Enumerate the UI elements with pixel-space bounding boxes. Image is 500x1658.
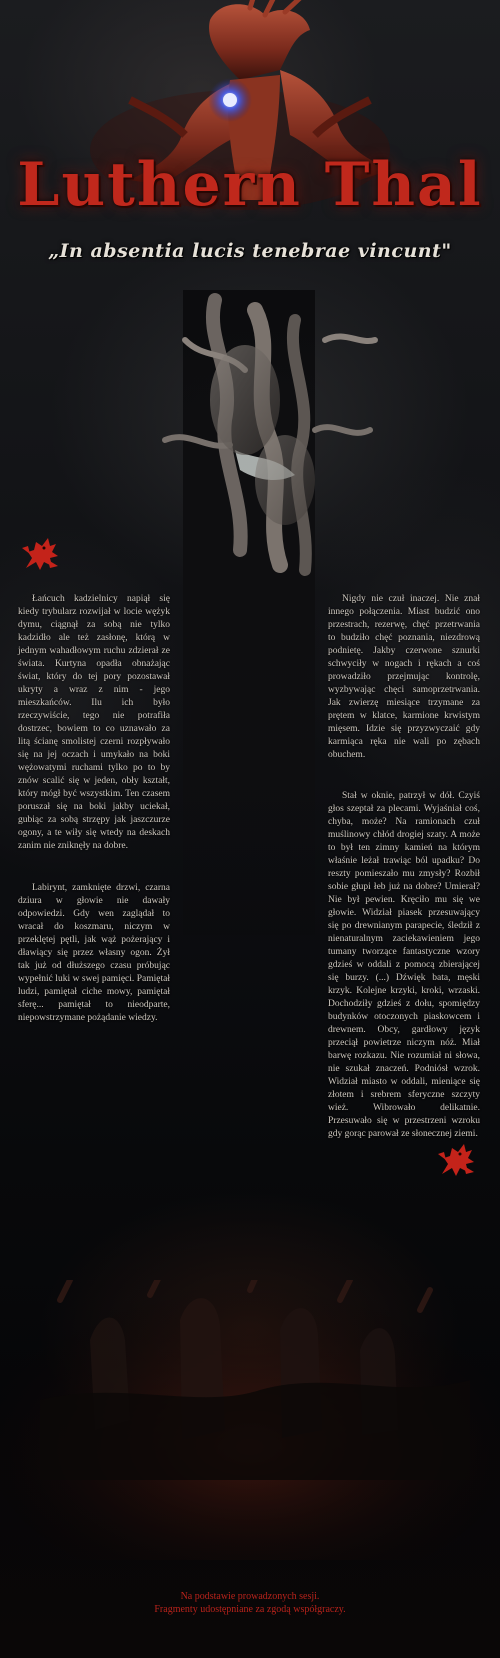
hanging-figures-art: [145, 280, 385, 580]
footer: [0, 1590, 500, 1616]
griffin-emblem-icon: [18, 532, 62, 576]
story-paragraph: [18, 882, 170, 1025]
footer-line: Na podstawie prowadzonych sesji.: [180, 1591, 320, 1602]
story-text: Labirynt, zamknięte drzwi, czarna dziura w głowie nie dawały odpowiedzi. Gdy wen zaglądał to wracał do koszmaru, niczym w przeklętej pętli, jak wąż pożerający i dławiący się przez własny ogon. Żył tak już od dłuższego czasu próbując wypełnić luki w swej pamięci. Pamiętał ludzi, pamiętał ciche mowy, pamiętał sferę... pamiętał to nieodparte, niepowstrzymane pożądanie wiedzy.: [18, 883, 170, 1023]
shadow-figures-art: [0, 1280, 500, 1560]
story-paragraph: [328, 790, 480, 1141]
griffin-emblem-icon: [434, 1138, 478, 1182]
motto-subtitle: „In absentia lucis tenebrae vincunt": [48, 240, 452, 262]
story-text: Nigdy nie czuł inaczej. Nie znał innego połączenia. Miast budzić ono przestrach, rezerwę, chęć przetrwania to budziło chęć poznania, niezdrową podnietę. Jakby czerwone sznurki schwyciły w nogach i rękach a coś prowadziło przejmując kontrolę, wyzbywając chęci samoprzetrwania. Jak zwierzę miesiące trzymane za prętem w klatce, karmione krwistym mięsem. Idzie się przyzwyczaić gdy karmiąca ręka nie wali po zębach obuchem.: [328, 594, 480, 760]
footer-line: Fragmenty udostępniane za zgodą współgraczy.: [154, 1604, 346, 1615]
story-paragraph: [18, 593, 170, 853]
story-text: Łańcuch kadzielnicy napiął się kiedy trybularz rozwijał w locie wężyk dymu, ciągnął za sobą nie tylko kadzidło ale też zasłonę, którą w jednym wahadłowym ruchu zdzierał ze świata. Kurtyna opadła obnażając świat, który do tej pory pozostawał ukryty a wraz z nim - jego mieszkańców. Ilu ich było rzeczywiście, tego nie potrafiła dostrzec, bowiem to co uznawało za litą ścianę smolistej czerni rozpływało się na jej oczach i umykało na boki wężowatymi ruchami tylko po to by znów scalić się w jeden, obły kształt, który mógł być wszystkim. Ten czasem poruszał się na boki jakby uciekał, gubiąc za sobą strzępy jak jaszczurze ogony, a te wiły się wtedy na deskach zanim nie zniknęły na dobre.: [18, 594, 170, 851]
story-paragraph: [328, 593, 480, 762]
story-text: Stał w oknie, patrzył w dół. Czyiś głos szeptał za plecami. Wyjaśniał coś, chyba, może? Na ramionach czuł muślinowy chłód drogiej szaty. A może to był ten zimny kamień na którym właśnie leżał trawiąc ból upadku? Do reszty pomieszało mu zmysły? Rozbił sobie głupi łeb już na dobre? Umierał? Nie był pewien. Kręciło mu się we głowie. Widział piasek przesuwający się po drewnianym parapecie, śledził z nienaturalnym zaciekawieniem jego tumany tworzące fantastyczne wzory gdzieś w oddali z pomocą zbierającej się burzy. (...) Dźwięk bata, męski krzyk. Kolejne krzyki, kroki, wrzaski. Dochodziły gdzieś z dołu, spomiędzy budynków otoczonych piaskowcem i drewnem. Obcy, gardłowy język przeciął powietrze niczym nóż. Miał barwę rozkazu. Nie rozumiał ni słowa, nie szukał znaczeń. Podniósł wzrok. Widział miasto w oddali, mieniące się złotem i srebrem sferyczne szczyty wież. Wibrowało delikatnie. Przesuwało się w przestrzeni wzroku gdy gorąc parował ze słonecznej ziemi.: [328, 791, 480, 1139]
page-title: Luthern Thal: [17, 150, 483, 220]
